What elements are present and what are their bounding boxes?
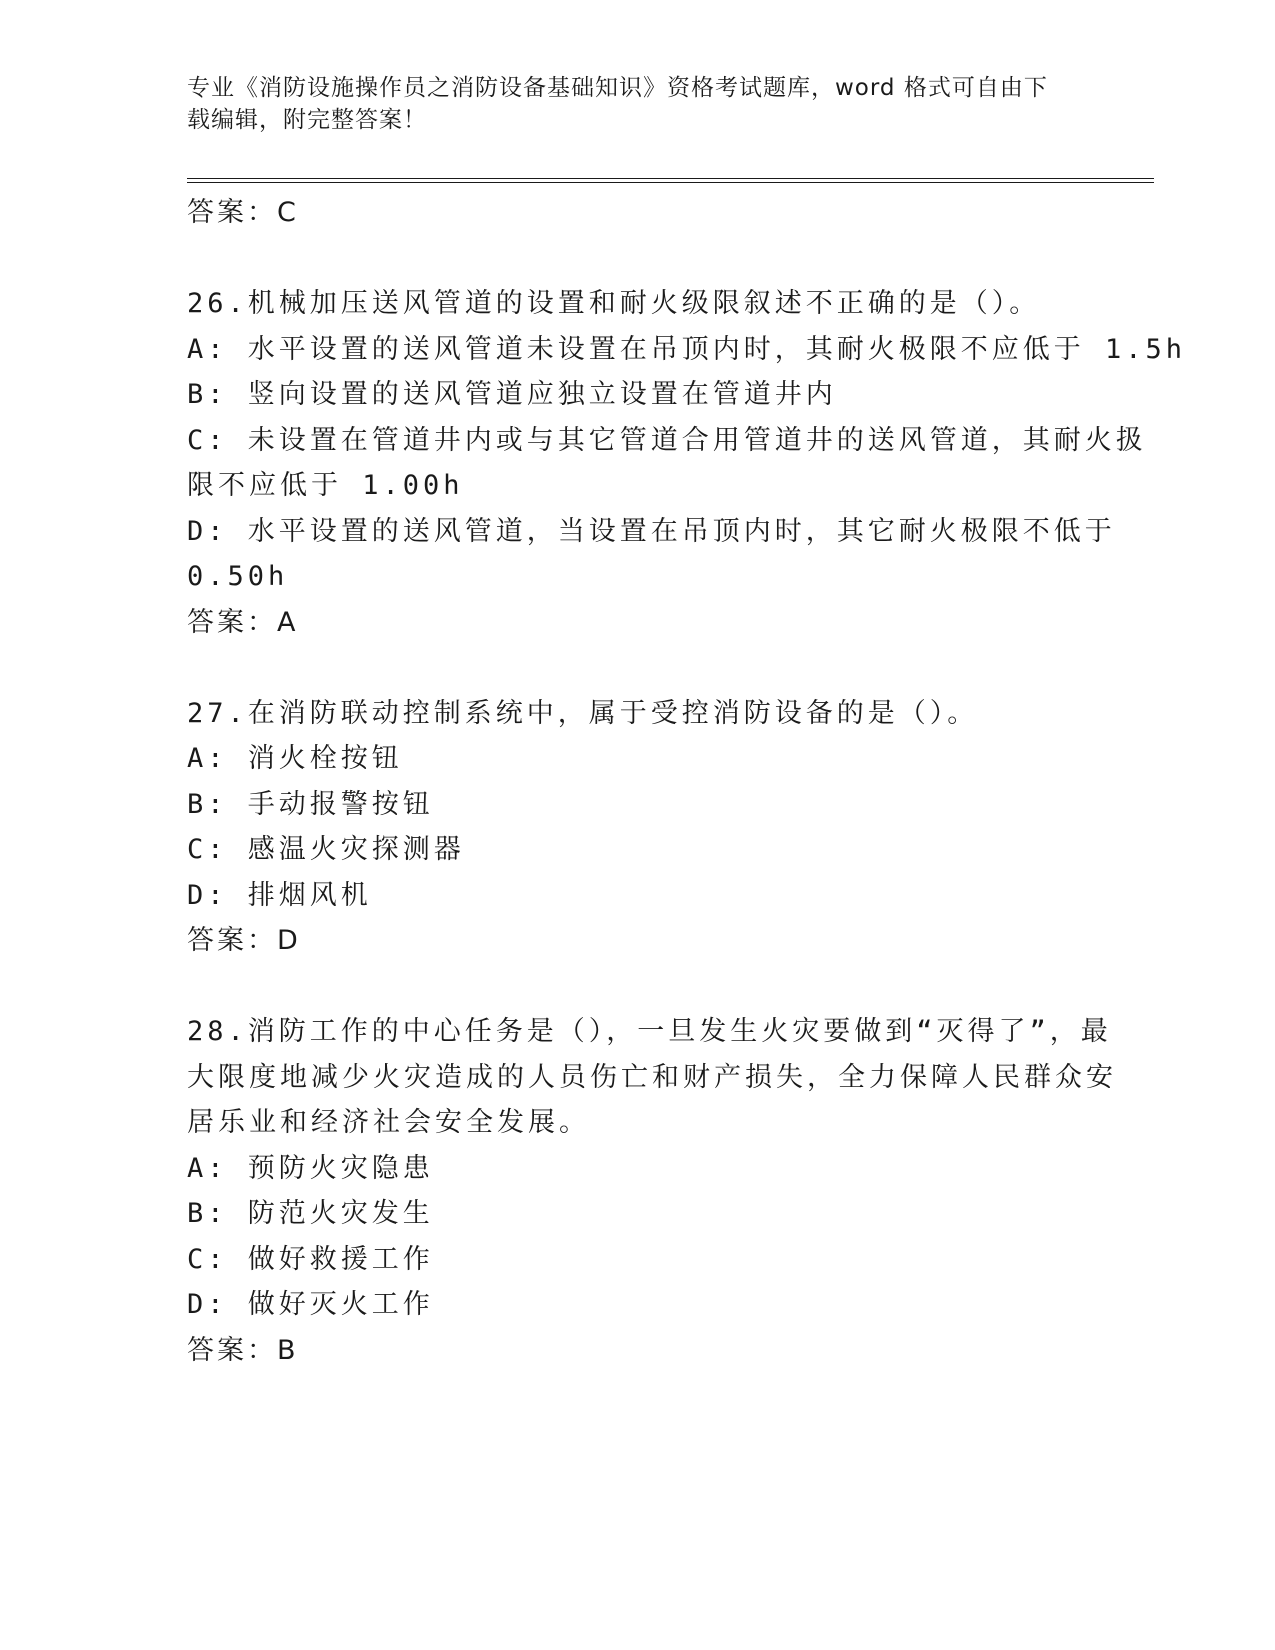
option-d: D: 做好灭火工作 — [187, 1289, 434, 1320]
spacer — [187, 236, 1087, 282]
question-stem: 28.消防工作的中心任务是（），一旦发生火灾要做到“灭得了”，最 — [187, 1016, 1112, 1047]
spacer — [187, 645, 1087, 691]
spacer — [187, 964, 1087, 1010]
option-a: A: 预防火灾隐患 — [187, 1152, 434, 1184]
question-stem: 27.在消防联动控制系统中，属于受控消防设备的是（）。 — [187, 697, 979, 729]
question-27 — [187, 691, 1087, 964]
question-28 — [187, 1009, 1117, 1373]
question-list — [187, 190, 1187, 1373]
option-c: C: 感温火灾探测器 — [187, 834, 465, 865]
option-b: B: 竖向设置的送风管道应独立设置在管道井内 — [187, 379, 837, 410]
option-b: B: 防范火灾发生 — [187, 1198, 434, 1229]
question-stem-continued: 大限度地减少火灾造成的人员伤亡和财产损失，全力保障人民群众安 — [187, 1061, 1117, 1093]
answer: 答案：D — [187, 925, 301, 956]
question-stem-continued: 居乐业和经济社会安全发展。 — [187, 1107, 590, 1138]
option-c: C: 未设置在管道井内或与其它管道合用管道井的送风管道，其耐火扱 — [187, 424, 1147, 456]
question-26 — [187, 281, 1187, 645]
option-c-continued: 限不应低于 1.00h — [187, 470, 464, 501]
answer: 答案：B — [187, 1334, 299, 1366]
option-a: A: 消火栓按钮 — [187, 743, 403, 774]
option-d: D: 水平设置的送风管道，当设置在吊顶内时，其它耐火极限不低于 — [187, 515, 1116, 547]
header-line-2: 载编辑，附完整答案！ — [187, 107, 427, 133]
option-b: B: 手动报警按钮 — [187, 788, 434, 820]
header-divider — [187, 178, 1154, 183]
page-header — [187, 72, 1087, 136]
previous-answer: 答案：C — [187, 197, 299, 228]
answer: 答案：A — [187, 606, 299, 638]
option-c: C: 做好救援工作 — [187, 1243, 434, 1275]
question-stem: 26.机械加压送风管道的设置和耐火级限叙述不正确的是（）。 — [187, 288, 1041, 319]
option-d-continued: 0.50h — [187, 561, 289, 592]
option-a: A: 水平设置的送风管道未设置在吊顶内时，其耐火极限不应低于 1.5h — [187, 333, 1187, 365]
header-line-1: 专业《消防设施操作员之消防设备基础知识》资格考试题库，word 格式可自由下 — [187, 75, 1048, 101]
option-d: D: 排烟风机 — [187, 879, 372, 911]
